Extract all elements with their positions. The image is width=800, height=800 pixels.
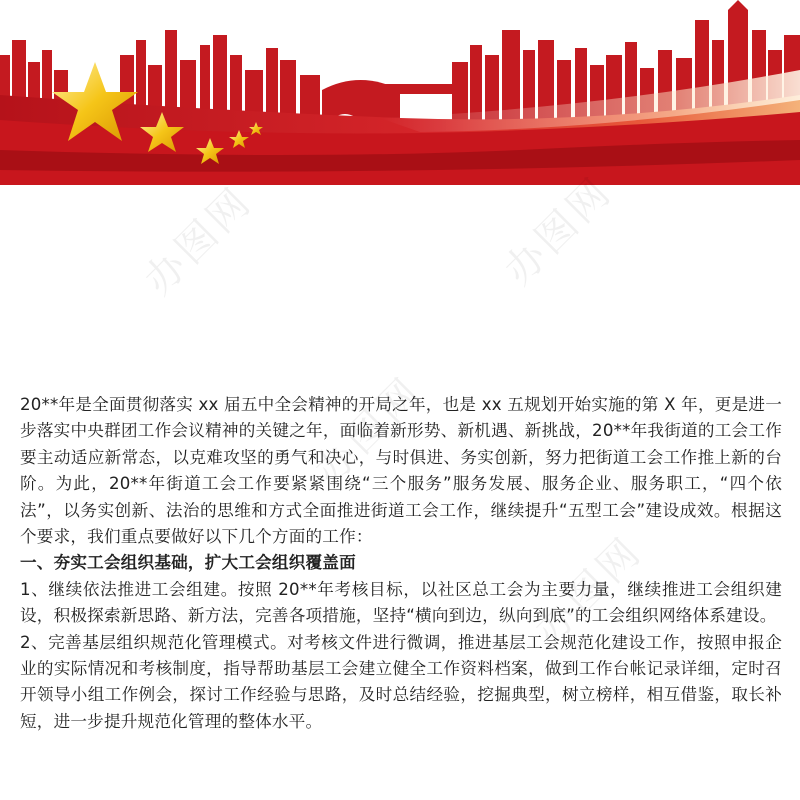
header-banner: [0, 0, 800, 185]
watermark: 办图网: [495, 168, 622, 294]
section-heading: 一、夯实工会组织基础，扩大工会组织覆盖面: [20, 553, 356, 573]
watermark: 办图网: [135, 178, 262, 304]
document-body: [20, 392, 782, 735]
intro-paragraph: 20**年是全面贯彻落实 xx 届五中全会精神的开局之年，也是 xx 五规划开始实施的第 X 年，更是进一步落实中央群团工作会议精神的关键之年，面临着新形势、新机遇、新挑战，20**年我街道的工会工作要主动适应新常态，以克难攻坚的勇气和决心，与时俱进、务实创新，努力把街道工会工作推上新的台阶。为此，20**年街道工会工作要紧紧围绕“三个服务”服务发展、服务企业、服务职工，“四个依法”，以务实创新、法治的思维和方式全面推进街道工会工作，继续提升“五型工会”建设成效。根据这个要求，我们重点要做好以下几个方面的工作：: [20, 395, 782, 547]
watermark: 办图网: [305, 368, 432, 494]
watermark: 办图网: [525, 528, 652, 654]
list-item: 2、完善基层组织规范化管理模式。对考核文件进行微调，推进基层工会规范化建设工作，按照申报企业的实际情况和考核制度，指导帮助基层工会建立健全工作资料档案，做到工作台帐记录详细，定时召开领导小组工作例会，探讨工作经验与思路，及时总结经验，挖掘典型，树立榜样，相互借鉴，取长补短，进一步提升规范化管理的整体水平。: [20, 632, 782, 731]
skyline-banner-graphic: [0, 0, 800, 185]
list-item: 1、继续依法推进工会组建。按照 20**年考核目标，以社区总工会为主要力量，继续推进工会组织建设，积极探索新思路、新方法，完善各项措施，坚持“横向到边，纵向到底”的工会组织网络体系建设。: [20, 579, 782, 626]
